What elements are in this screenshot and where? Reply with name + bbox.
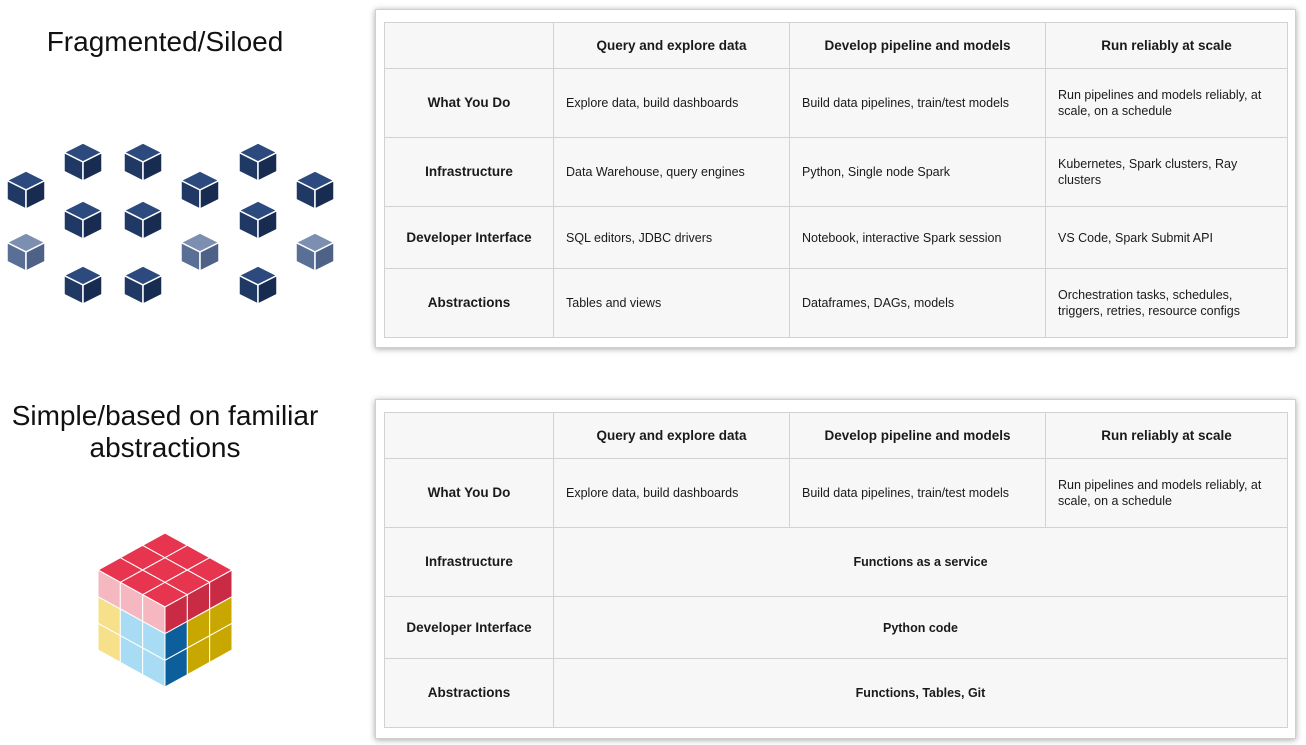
table-cell: Tables and views [554,269,790,338]
column-header-query: Query and explore data [554,413,790,459]
table-cell: Build data pipelines, train/test models [790,459,1046,528]
table-cell: Data Warehouse, query engines [554,138,790,207]
cube-icon [124,266,162,304]
table-cell: Dataframes, DAGs, models [790,269,1046,338]
table-row [385,659,1288,728]
cube-icon [7,233,45,271]
table-cell: VS Code, Spark Submit API [1046,207,1288,269]
header-corner [385,413,554,459]
column-header-develop: Develop pipeline and models [790,413,1046,459]
comparison-table-fragmented [384,22,1288,338]
row-label-developer-interface: Developer Interface [385,597,554,659]
merged-cell-infrastructure: Functions as a service [554,528,1288,597]
cube-icon [181,171,219,209]
table-cell: SQL editors, JDBC drivers [554,207,790,269]
merged-cell-developer-interface: Python code [554,597,1288,659]
cube-icon [239,143,277,181]
row-label-abstractions: Abstractions [385,269,554,338]
table-cell: Explore data, build dashboards [554,69,790,138]
comparison-table-card-fragmented [375,9,1296,348]
column-header-develop: Develop pipeline and models [790,23,1046,69]
table-cell: Run pipelines and models reliably, at scale, on a schedule [1046,69,1288,138]
comparison-table-card-simple [375,399,1296,739]
table-row [385,528,1288,597]
row-label-infrastructure: Infrastructure [385,138,554,207]
cube-icon [64,266,102,304]
column-header-run: Run reliably at scale [1046,23,1288,69]
cube-icon [296,233,334,271]
row-label-abstractions: Abstractions [385,659,554,728]
unified-cube-illustration [90,525,240,690]
table-cell: Build data pipelines, train/test models [790,69,1046,138]
table-cell: Notebook, interactive Spark session [790,207,1046,269]
column-header-query: Query and explore data [554,23,790,69]
header-corner [385,23,554,69]
table-cell: Run pipelines and models reliably, at scale, on a schedule [1046,459,1288,528]
section-heading-fragmented: Fragmented/Siloed [46,26,284,57]
table-cell: Python, Single node Spark [790,138,1046,207]
cube-icon [124,143,162,181]
comparison-table-simple [384,412,1288,728]
rubik-cube-icon [90,525,240,690]
table-row [385,269,1288,338]
scattered-cubes-illustration [0,140,340,315]
table-cell: Kubernetes, Spark clusters, Ray clusters [1046,138,1288,207]
column-header-run: Run reliably at scale [1046,413,1288,459]
table-cell: Orchestration tasks, schedules, triggers, retries, resource configs [1046,269,1288,338]
cube-icon [124,201,162,239]
cube-icon [239,266,277,304]
row-label-developer-interface: Developer Interface [385,207,554,269]
merged-cell-abstractions: Functions, Tables, Git [554,659,1288,728]
table-cell: Explore data, build dashboards [554,459,790,528]
cube-icon [239,201,277,239]
row-label-what-you-do: What You Do [385,459,554,528]
table-header-row [385,413,1288,459]
cube-icon [7,171,45,209]
section-heading-simple: Simple/based on familiar abstractions [11,400,319,463]
cube-icon [64,201,102,239]
table-row [385,207,1288,269]
table-header-row [385,23,1288,69]
table-row [385,69,1288,138]
table-row [385,459,1288,528]
table-row [385,138,1288,207]
cube-icon [181,233,219,271]
row-label-infrastructure: Infrastructure [385,528,554,597]
cube-icon [296,171,334,209]
cube-icon [64,143,102,181]
row-label-what-you-do: What You Do [385,69,554,138]
table-row [385,597,1288,659]
scattered-cubes-icon [0,140,340,315]
